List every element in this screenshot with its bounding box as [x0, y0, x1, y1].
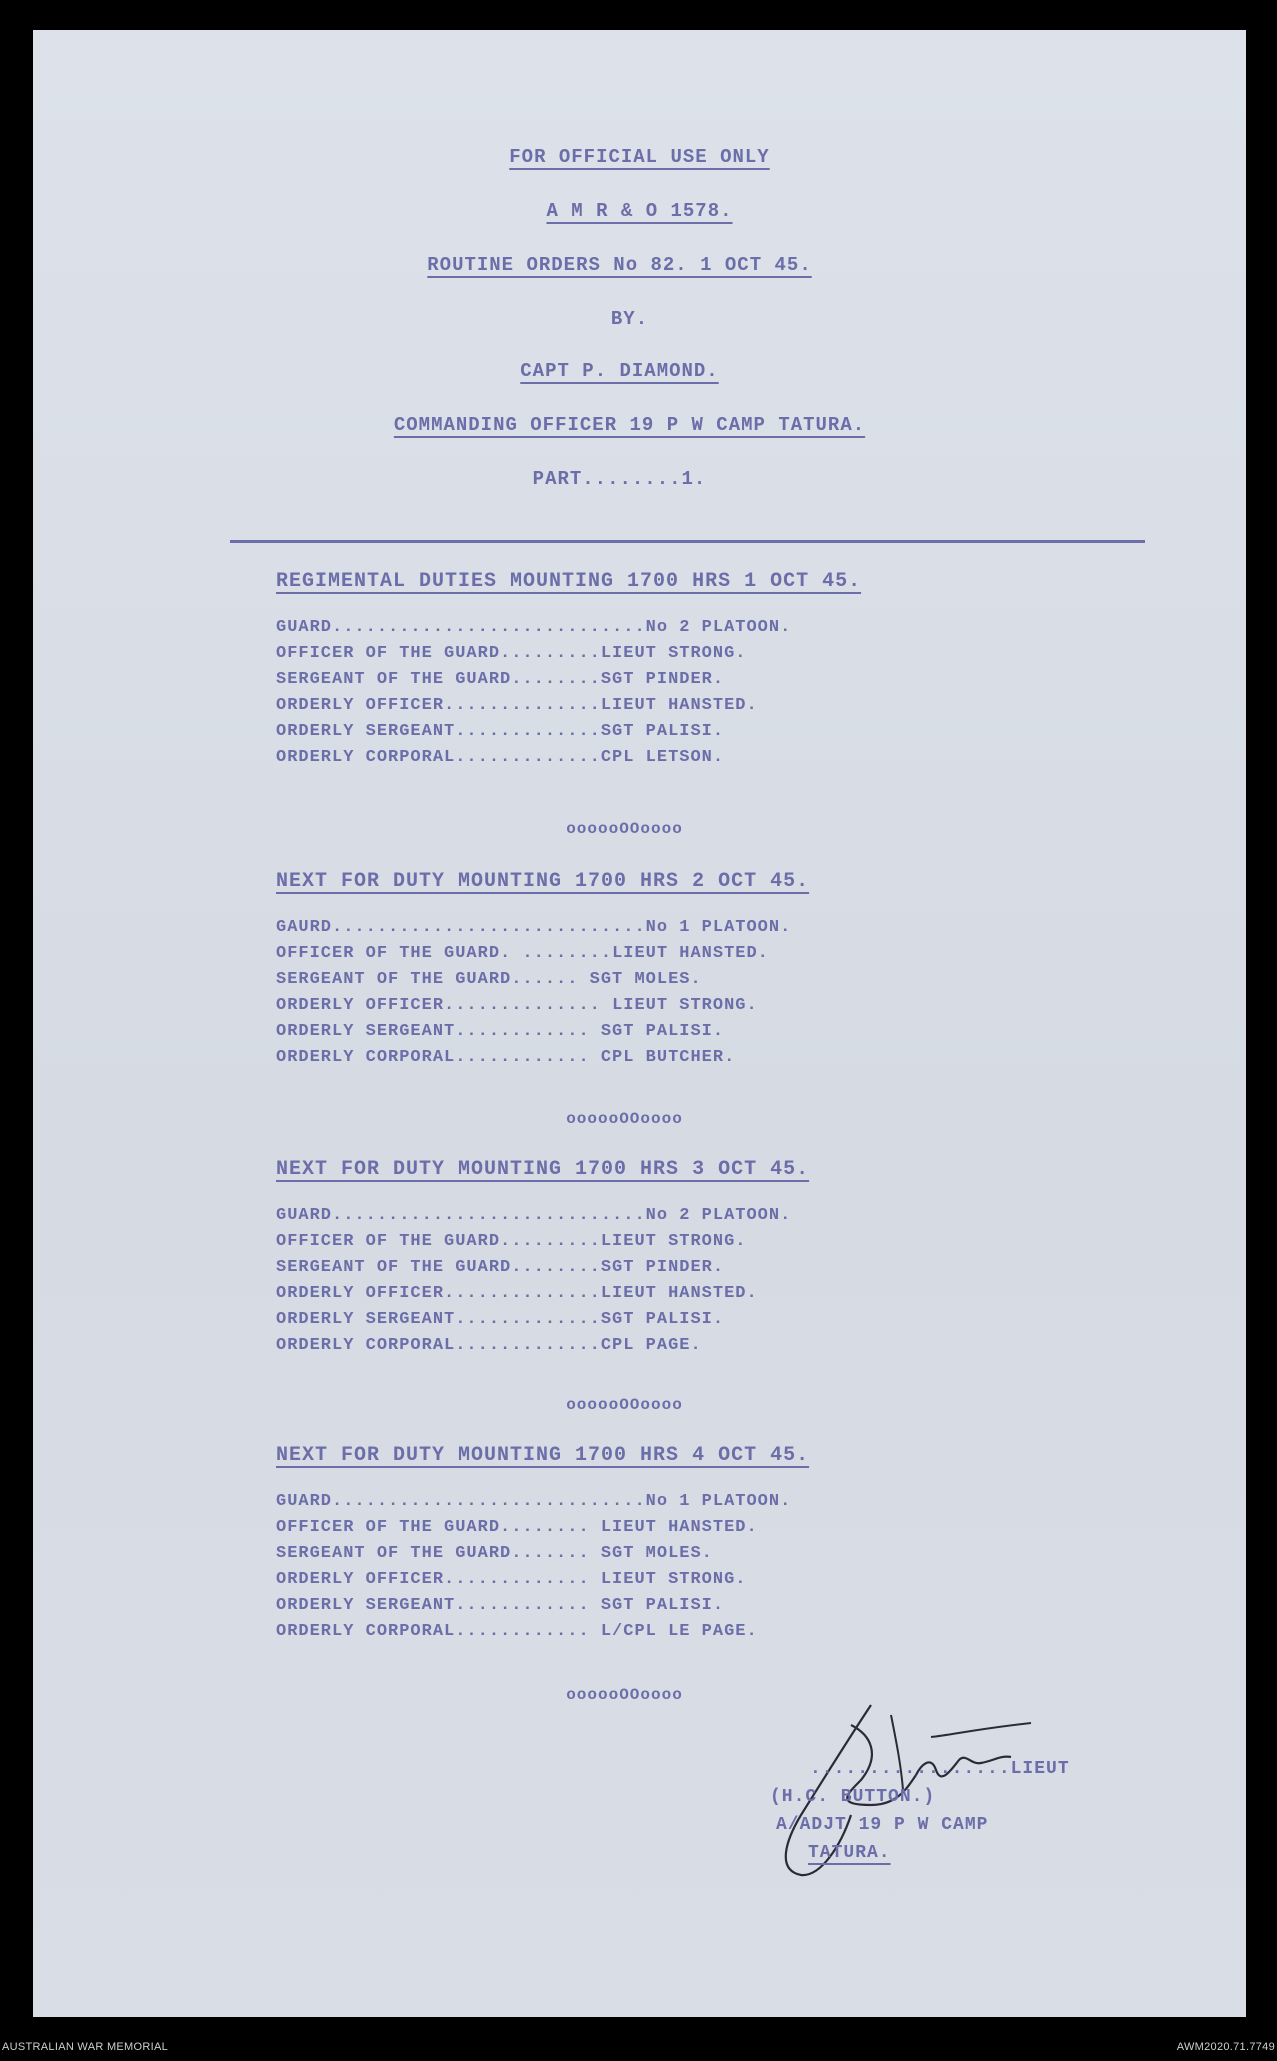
- duty-section-2: [276, 870, 1036, 1071]
- duty-row: [276, 1255, 1036, 1281]
- signatory-name: (H.C. BUTTON.): [770, 1787, 936, 1807]
- duty-row: [276, 915, 1036, 941]
- duty-value: SGT PALISI.: [600, 1596, 725, 1615]
- duty-row: [276, 1045, 1036, 1071]
- duty-value: CPL PAGE.: [600, 1336, 702, 1355]
- duty-row: [276, 1593, 1036, 1619]
- duty-row: [276, 1281, 1036, 1307]
- duty-row: [276, 641, 1036, 667]
- duty-label: SERGEANT OF THE GUARD.......: [276, 1544, 601, 1563]
- duty-row: [276, 693, 1036, 719]
- classification-heading: FOR OFFICIAL USE ONLY: [509, 146, 770, 168]
- duty-label: ORDERLY SERGEANT............: [276, 1596, 601, 1615]
- duty-section-4: [276, 1444, 1036, 1645]
- duty-row: [276, 967, 1036, 993]
- duty-row: [276, 615, 1036, 641]
- document-page: [33, 30, 1246, 2017]
- duty-value: SGT MOLES.: [600, 1544, 713, 1563]
- duty-value: CPL BUTCHER.: [600, 1048, 736, 1067]
- duty-label: ORDERLY CORPORAL.............: [276, 748, 601, 767]
- duty-value: LIEUT HANSTED.: [600, 696, 758, 715]
- duty-label: GUARD............................: [276, 1206, 646, 1225]
- duty-label: ORDERLY CORPORAL.............: [276, 1336, 601, 1355]
- section-title: NEXT FOR DUTY MOUNTING 1700 HRS 2 OCT 45.: [276, 870, 810, 893]
- duty-label: ORDERLY OFFICER..............: [276, 696, 601, 715]
- duty-label: ORDERLY SERGEANT............: [276, 1022, 601, 1041]
- duty-label: GUARD............................: [276, 618, 646, 637]
- duty-label: ORDERLY CORPORAL............: [276, 1622, 601, 1641]
- duty-row: [276, 1019, 1036, 1045]
- duty-value: No 1 PLATOON.: [645, 1492, 792, 1511]
- section-separator: oooooOOoooo: [566, 1110, 683, 1128]
- duty-value: No 2 PLATOON.: [645, 618, 792, 637]
- signatory-title: A/ADJT 19 P W CAMP: [776, 1815, 989, 1835]
- section-separator: oooooOOoooo: [566, 820, 683, 838]
- section-title: NEXT FOR DUTY MOUNTING 1700 HRS 3 OCT 45.: [276, 1158, 810, 1181]
- duty-section-3: [276, 1158, 1036, 1359]
- duty-value: LIEUT STRONG.: [612, 996, 758, 1015]
- section-title: REGIMENTAL DUTIES MOUNTING 1700 HRS 1 OCT 45.: [276, 570, 862, 593]
- duty-value: LIEUT STRONG.: [600, 644, 747, 663]
- duty-row: [276, 1515, 1036, 1541]
- signatory-location: TATURA.: [808, 1843, 891, 1863]
- footer-institution: AUSTRALIAN WAR MEMORIAL: [2, 2041, 169, 2053]
- duty-value: SGT PALISI.: [600, 1022, 725, 1041]
- duty-value: L/CPL LE PAGE.: [600, 1622, 758, 1641]
- duty-row: [276, 667, 1036, 693]
- duty-row: [276, 1619, 1036, 1645]
- duty-row: [276, 1203, 1036, 1229]
- part-number: PART........1.: [532, 468, 707, 490]
- duty-label: ORDERLY OFFICER..............: [276, 996, 613, 1015]
- signature-block: [770, 1755, 1190, 1867]
- duty-row: [276, 1307, 1036, 1333]
- duty-value: SGT PINDER.: [600, 1258, 725, 1277]
- duty-row: [276, 993, 1036, 1019]
- reference-number: A M R & O 1578.: [546, 200, 733, 222]
- duty-row: [276, 1541, 1036, 1567]
- duty-label: SERGEANT OF THE GUARD......: [276, 970, 590, 989]
- duty-row: [276, 719, 1036, 745]
- duty-value: LIEUT STRONG.: [600, 1570, 747, 1589]
- commander-title: COMMANDING OFFICER 19 P W CAMP TATURA.: [393, 414, 866, 436]
- duty-row: [276, 745, 1036, 771]
- section-separator: oooooOOoooo: [566, 1396, 683, 1414]
- duty-value: SGT PALISI.: [600, 1310, 725, 1329]
- duty-value: No 1 PLATOON.: [645, 918, 792, 937]
- horizontal-rule: [230, 540, 1145, 543]
- footer-accession-number: AWM2020.71.7749: [1176, 2041, 1275, 2053]
- duty-value: LIEUT STRONG.: [600, 1232, 747, 1251]
- duty-label: ORDERLY CORPORAL............: [276, 1048, 601, 1067]
- duty-value: LIEUT HANSTED.: [600, 1284, 758, 1303]
- duty-label: SERGEANT OF THE GUARD........: [276, 670, 601, 689]
- by-line: BY.: [610, 308, 649, 330]
- signature-rank-line: .................LIEUT: [810, 1759, 1070, 1779]
- duty-label: ORDERLY OFFICER..............: [276, 1284, 601, 1303]
- duty-value: No 2 PLATOON.: [645, 1206, 792, 1225]
- duty-label: GUARD............................: [276, 1492, 646, 1511]
- duty-label: GAURD............................: [276, 918, 646, 937]
- duty-label: ORDERLY OFFICER.............: [276, 1570, 601, 1589]
- duty-value: LIEUT HANSTED.: [600, 1518, 758, 1537]
- duty-label: OFFICER OF THE GUARD.........: [276, 644, 601, 663]
- duty-row: [276, 1489, 1036, 1515]
- commander-name: CAPT P. DIAMOND.: [520, 360, 719, 382]
- duty-row: [276, 1567, 1036, 1593]
- duty-label: SERGEANT OF THE GUARD........: [276, 1258, 601, 1277]
- duty-value: SGT MOLES.: [589, 970, 702, 989]
- duty-row: [276, 941, 1036, 967]
- duty-value: SGT PINDER.: [600, 670, 725, 689]
- duty-row: [276, 1333, 1036, 1359]
- section-separator: oooooOOoooo: [566, 1686, 683, 1704]
- duty-row: [276, 1229, 1036, 1255]
- duty-label: OFFICER OF THE GUARD.........: [276, 1232, 601, 1251]
- duty-section-1: [276, 570, 1036, 771]
- duty-value: CPL LETSON.: [600, 748, 725, 767]
- duty-label: OFFICER OF THE GUARD. ........: [276, 944, 613, 963]
- duty-label: ORDERLY SERGEANT.............: [276, 1310, 601, 1329]
- duty-label: ORDERLY SERGEANT.............: [276, 722, 601, 741]
- duty-label: OFFICER OF THE GUARD........: [276, 1518, 601, 1537]
- duty-value: LIEUT HANSTED.: [612, 944, 769, 963]
- duty-value: SGT PALISI.: [600, 722, 725, 741]
- section-title: NEXT FOR DUTY MOUNTING 1700 HRS 4 OCT 45.: [276, 1444, 810, 1467]
- orders-title: ROUTINE ORDERS No 82. 1 OCT 45.: [427, 254, 812, 276]
